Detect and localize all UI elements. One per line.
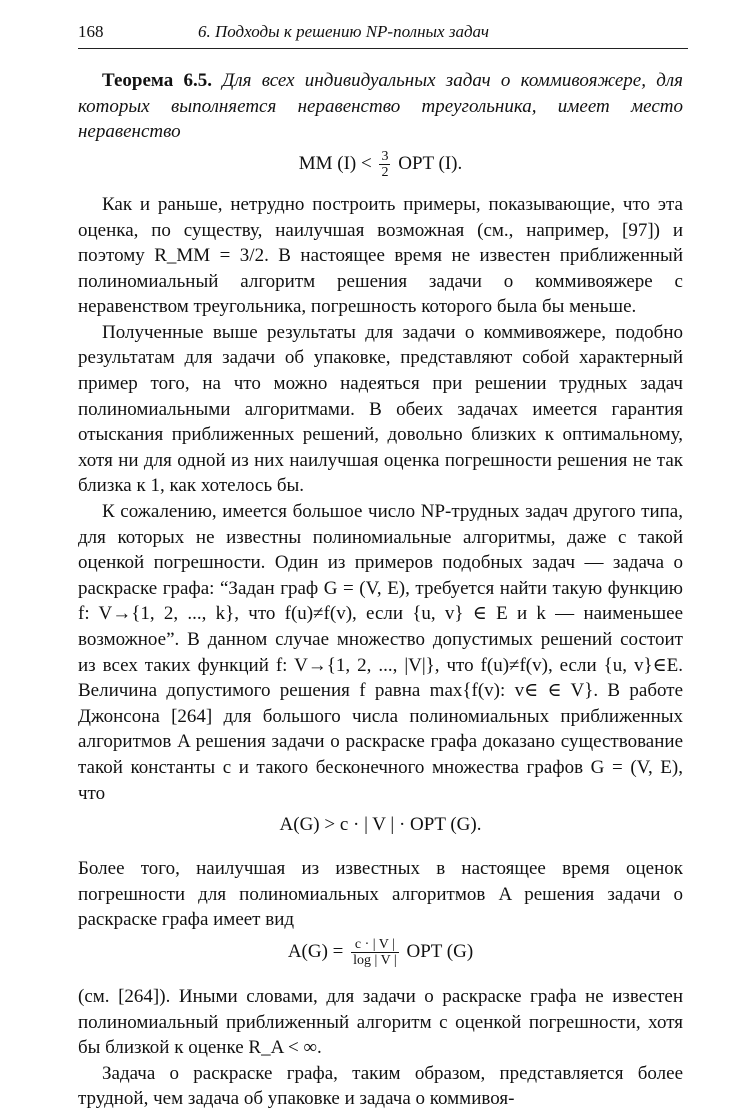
page-body: [78, 68, 683, 1112]
formula3-numerator: c · | V |: [351, 937, 399, 953]
paragraph-2: Полученные выше результаты для задачи о коммивояжере, подобно результатам для задачи об упаковке, представляют собой характерный пример того, на что можно надеяться при решении трудных задач полиномиальными алгоритмами. В обеих задачах имеется гарантия отыскания приближенных решений, довольно близких к оптимальному, хотя ни для одной из них наилучшая оценка погрешности решения не так близка к 1, как хотелось бы.: [78, 321, 683, 497]
theorem-formula: [78, 149, 683, 180]
page-number: 168: [78, 22, 104, 41]
paragraph-6: Задача о раскраске графа, таким образом, представляется более трудной, чем задача об упаковке и задача о коммивоя-: [78, 1062, 683, 1110]
page-header: [78, 22, 688, 46]
formula3-right: OPT (G): [406, 940, 474, 962]
paragraph-1: Как и раньше, нетрудно построить примеры, показывающие, что эта оценка, по существу, наилучшая возможная (см., например, [97]) и поэтому R_MM = 3/2. В настоящее время не известен приближенный полиномиальный алгоритм решения задачи о коммивояжере с неравенством треугольника, погрешность которого была бы меньше.: [78, 193, 683, 318]
paragraph-4: Более того, наилучшая из известных в настоящее время оценок погрешности для полиномиальных алгоритмов A решения задачи о раскраске графа имеет вид: [78, 858, 683, 931]
formula-left: MM (I) <: [298, 152, 372, 174]
formula-fraction: [379, 149, 390, 180]
formula-coloring-bound: A(G) > c · | V | · OPT (G).: [279, 814, 482, 836]
formula3-left: A(G) =: [287, 940, 344, 962]
theorem-label: Теорема 6.5.: [102, 70, 212, 91]
fraction-denominator: 2: [381, 164, 389, 180]
formula-best-bound: [78, 937, 683, 968]
theorem-text: Для всех индивидуальных задач о коммивояжере, для которых выполняется неравенство треугольника, имеет место неравенство: [78, 70, 683, 143]
formula3-fraction: [351, 937, 399, 968]
running-title: 6. Подходы к решению NP-полных задач: [198, 22, 489, 41]
formula3-denominator: log | V |: [353, 953, 397, 969]
paragraph-3: К сожалению, имеется большое число NP-трудных задач другого типа, для которых не известны полиномиальные алгоритмы, даже с такой оценкой погрешности. Один из примеров подобных задач — задача о раскраске графа: “Задан граф G = (V, E), требуется найти такую функцию f: V→{1, 2, ..., k}, что f(u)≠f(v), если {u, v} ∈ E и k — наименьшее возможное”. В данном случае множество допустимых решений состоит из всех таких функций f: V→{1, 2, ..., |V|}, что f(u)≠f(v), если {u, v}∈E. Величина допустимого решения f равна max{f(v): v∈ ∈ V}. В работе Джонсона [264] для большого числа полиномиальных приближенных алгоритмов A решения задачи о раскраске графа доказано существование такой константы c и такого бесконечного множества графов G = (V, E), что: [78, 501, 683, 804]
theorem-statement: [78, 68, 683, 145]
paragraph-5: (см. [264]). Иными словами, для задачи о раскраске графа не известен полиномиальный приближенный алгоритм с оценкой погрешности, хотя бы близкой к оценке R_A < ∞.: [78, 986, 683, 1059]
header-rule: [78, 48, 688, 49]
formula-right: OPT (I).: [398, 152, 463, 174]
fraction-numerator: 3: [381, 148, 389, 164]
